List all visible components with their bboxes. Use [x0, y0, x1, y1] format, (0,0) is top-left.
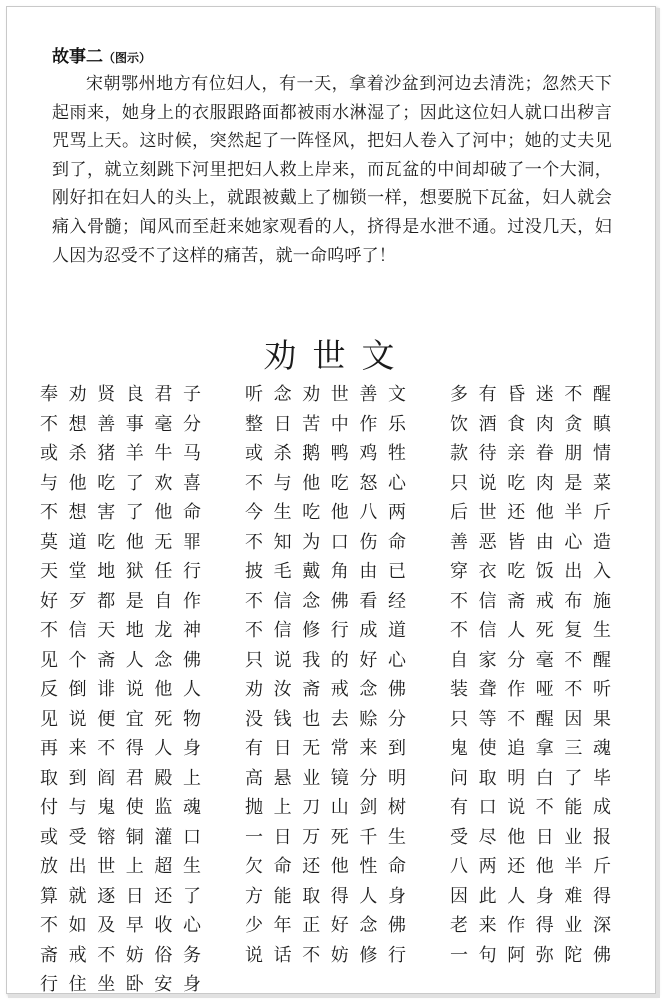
story-title [52, 42, 151, 67]
poem-line: 不信人死复生 [450, 620, 622, 641]
poem-line: 不想害了他命 [40, 502, 212, 523]
poem-line: 只等不醒因果 [450, 708, 622, 730]
poem-line: 再来不得人身 [40, 738, 212, 759]
poem-line: 或杀猪羊牛马 [40, 443, 212, 464]
poem-line: 少年正好念佛 [245, 915, 417, 936]
poem-column [245, 380, 423, 1000]
poem-line: 披毛戴角由已 [245, 561, 417, 582]
poem-grid [40, 380, 630, 1000]
poem-line: 后世还他半斤 [450, 502, 622, 523]
poem-line: 不信修行成道 [245, 620, 417, 641]
poem-line: 善恶皆由心造 [450, 531, 622, 553]
poem-line: 受尽他日业报 [450, 826, 622, 848]
poem-line: 欠命还他性命 [245, 856, 417, 877]
poem-line: 装聋作哑不听 [450, 679, 622, 700]
poem-line: 不如及早收心 [40, 915, 212, 936]
poem-line: 听念劝世善文 [245, 384, 417, 405]
poem-line: 八两还他半斤 [450, 856, 622, 877]
poem-column [450, 380, 628, 1000]
poem-line: 鬼使追拿三魂 [450, 738, 622, 759]
poem-line: 只说我的好心 [245, 649, 417, 671]
poem-line: 算就逐日还了 [40, 885, 212, 907]
poem-line: 反倒诽说他人 [40, 679, 212, 700]
story-title-text: 故事二 [52, 47, 103, 67]
poem-line: 问取明白了毕 [450, 767, 622, 789]
poem-line: 莫道吃他无罪 [40, 531, 212, 553]
poem-line: 不知为口伤命 [245, 531, 417, 553]
poem-line: 见个斋人念佛 [40, 649, 212, 671]
poem-line: 抛上刀山剑树 [245, 797, 417, 818]
poem-line: 放出世上超生 [40, 856, 212, 877]
poem-line: 不信天地龙神 [40, 620, 212, 641]
poem-line: 行住坐卧安身 [40, 974, 212, 995]
poem-line: 付与鬼使监魂 [40, 797, 212, 818]
poem-line: 不与他吃怒心 [245, 472, 417, 494]
poem-line: 没钱也去赊分 [245, 708, 417, 730]
poem-line: 不想善事毫分 [40, 413, 212, 435]
poem-line: 不信念佛看经 [245, 590, 417, 612]
poem-line: 或杀鹅鸭鸡牲 [245, 443, 417, 464]
poem-line: 说话不妨修行 [245, 944, 417, 966]
poem-line: 取到阎君殿上 [40, 767, 212, 789]
poem-line: 有日无常来到 [245, 738, 417, 759]
poem-line: 自家分毫不醒 [450, 649, 622, 671]
poem-line: 只说吃肉是菜 [450, 472, 622, 494]
poem-line: 款待亲眷朋情 [450, 443, 622, 464]
poem-line: 天堂地狱任行 [40, 561, 212, 582]
story-title-note: （图示） [103, 51, 152, 65]
poem-line: 穿衣吃饭出入 [450, 561, 622, 582]
poem-column [40, 380, 218, 1000]
poem-line: 饮酒食肉贪瞋 [450, 413, 622, 435]
poem-line: 见说便宜死物 [40, 708, 212, 730]
poem-line: 今生吃他八两 [245, 502, 417, 523]
poem-line: 奉劝贤良君子 [40, 384, 212, 405]
poem-line: 斋戒不妨俗务 [40, 944, 212, 966]
poem-line: 一日万死千生 [245, 826, 417, 848]
poem-line: 不信斋戒布施 [450, 590, 622, 612]
poem-line: 一句阿弥陀佛 [450, 944, 622, 966]
story-body: 宋朝鄂州地方有位妇人，有一天，拿着沙盆到河边去清洗；忽然天下起雨来，她身上的衣服跟路面都被雨水淋湿了；因此这位妇人就口出秽言咒骂上天。这时候，突然起了一阵怪风，把妇人卷入了河中；她的丈夫见到了，就立刻跳下河里把妇人救上岸来，而瓦盆的中间却破了一个大洞，刚好扣在妇人的头上，就跟被戴上了枷锁一样，想要脱下瓦盆，妇人就会痛入骨髓；闻风而至赶来她家观看的人，挤得是水泄不通。过没几天，妇人因为忍受不了这样的痛苦，就一命呜呼了！ [52, 74, 612, 266]
poem-title: 劝世文 [263, 336, 411, 375]
poem-line: 方能取得人身 [245, 885, 417, 907]
poem-line: 与他吃了欢喜 [40, 472, 212, 494]
poem-line: 多有昏迷不醒 [450, 384, 622, 405]
poem-line: 好歹都是自作 [40, 590, 212, 612]
poem-line: 有口说不能成 [450, 797, 622, 818]
poem-line: 或受镕铜灌口 [40, 826, 212, 848]
poem-line: 老来作得业深 [450, 915, 622, 936]
poem-line: 高悬业镜分明 [245, 767, 417, 789]
poem-line: 因此人身难得 [450, 885, 622, 907]
poem-line: 劝汝斋戒念佛 [245, 679, 417, 700]
poem-line: 整日苦中作乐 [245, 413, 417, 435]
frame-shadow [656, 8, 660, 994]
